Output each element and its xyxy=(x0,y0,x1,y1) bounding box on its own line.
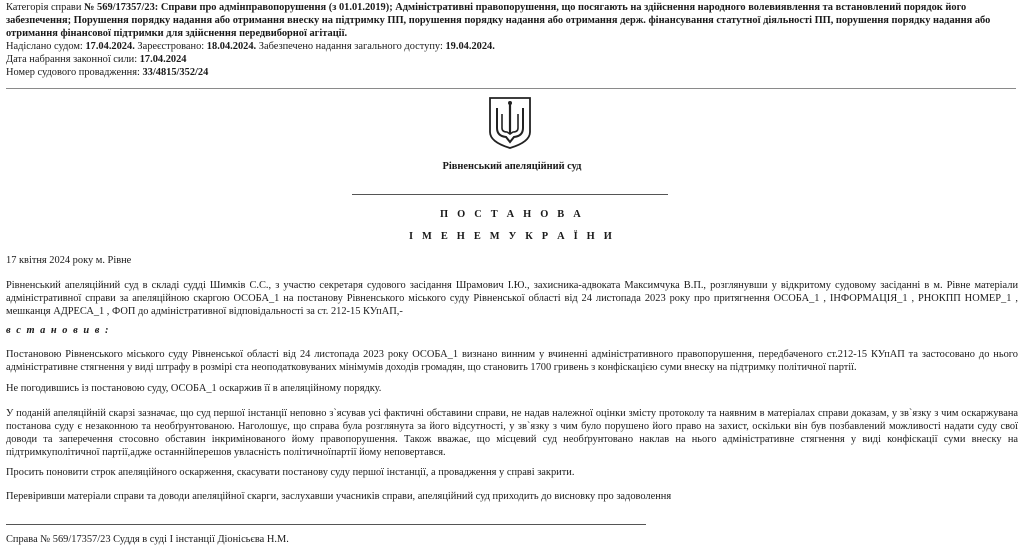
registered-date: 18.04.2024. xyxy=(206,41,257,52)
legal-force-line xyxy=(6,53,1018,66)
proceeding-number-label: Номер судового провадження: xyxy=(6,67,140,78)
coat-of-arms-icon xyxy=(488,96,532,150)
registered-label: Зареєстровано: xyxy=(137,41,205,52)
public-access-date: 19.04.2024. xyxy=(445,41,495,52)
paragraph-arguments: У поданій апеляційній скарзі зазначає, що суд першої інстанції неповно з`ясував усі фактичні обставини справи, не надав належної оцінки змісту протоколу та наявним в матеріалах справи доказам, у зв`язку з чим оскаржувана постанова суду є незаконною та необґрунтованою. Наголошує, що справа була розглянута за його відсутності, у зв`язку з чим було порушено його право на захист, оскільки він був позбавлений можливості надати суду свої доводи та заперечення стосовно обставин інкримінованого йому правопорушення. Також вважає, що місцевий суд необґрунтовано наклав на нього адміністративне стягнення у виді конфіскації суми внеску на підтримкуполітичної партії,адже останнійперешов увласність політичноїпартії йому неповертався. xyxy=(6,408,1018,458)
sent-date: 17.04.2024. xyxy=(85,41,135,52)
established-heading: в с т а н о в и в : xyxy=(6,325,110,336)
paragraph-decision: Постановою Рівненського міського суду Рівненської області від 24 листопада 2023 року ОСОБА_1 визнано винним у вчиненні адміністративного правопорушення, передбаченого ст.212-15 КУпАП та застосовано до нього адміністративне стягнення у виді штрафу в розмірі ста неоподатковуваних мінімумів доходів громадян, що становить 1700 гривень з конфіскацією суми внеску на підтримку політичної партії. xyxy=(6,349,1018,373)
footer-divider xyxy=(6,524,646,525)
footer-note: Справа № 569/17357/23 Суддя в суді І інстанції Діонісьєва Н.М. xyxy=(6,534,289,545)
legal-force-label: Дата набрання законної сили: xyxy=(6,54,138,65)
intro-paragraph: Рівненський апеляційний суд в складі судді Шимків С.С., з участю секретаря судового засідання Шрамович І.Ю., захисника-адвоката Максимчука В.П., розглянувши у відкритому судовому засіданні в м. Рівне матеріали адміністративної справи за апеляційною скаргою ОСОБА_1 на постанову Рівненського міського суду Рівненської області від 24 листопада 2023 року про притягнення ОСОБА_1 , ІНФОРМАЦІЯ_1 , РНОКПП НОМЕР_1 , мешканця АДРЕСА_1 , ФОП до адміністративної відповідальності за ст. 212-15 КУпАП,- xyxy=(6,280,1018,317)
case-category xyxy=(6,1,1018,40)
date-and-place: 17 квітня 2024 року м. Рівне xyxy=(6,255,132,266)
dates-line xyxy=(6,40,1018,53)
case-category-label: Категорія справи xyxy=(6,2,82,13)
public-access-label: Забезпечено надання загального доступу: xyxy=(258,41,443,52)
paragraph-review: Перевіривши матеріали справи та доводи апеляційної скарги, заслухавши учасників справи, апеляційний суд приходить до висновку про задоволення xyxy=(6,491,672,502)
case-category-value: № 569/17357/23: Справи про адмінправопорушення (з 01.01.2019); Адміністративні правопорушення, що посягають на здійснення народного волевиявлення та встановлений порядок його забезпечення; Порушення порядку надання або отримання внеску на підтримку ПП, порушення порядку надання або отримання держ. фінансування статутної діяльності ПП, порушення порядку надання або отримання фінансової підтримки для здійснення передвиборної агітації. xyxy=(6,2,991,39)
title-divider xyxy=(352,194,668,195)
document-subtitle: І М Е Н Е М У К Р А Ї Н И xyxy=(409,231,615,242)
proceeding-number-value: 33/4815/352/24 xyxy=(142,67,209,78)
proceeding-number-line xyxy=(6,66,1018,79)
legal-force-date: 17.04.2024 xyxy=(139,54,187,65)
sent-label: Надіслано судом: xyxy=(6,41,83,52)
court-name: Рівненський апеляційний суд xyxy=(442,161,582,172)
document-title: П О С Т А Н О В А xyxy=(440,209,584,220)
paragraph-request: Просить поновити строк апеляційного оскарження, скасувати постанову суду першої інстанції, а провадження у справі закрити. xyxy=(6,467,575,478)
document-metadata xyxy=(6,1,1018,79)
header-divider xyxy=(6,88,1016,89)
paragraph-appeal: Не погодившись із постановою суду, ОСОБА_1 оскаржив її в апеляційному порядку. xyxy=(6,383,382,394)
